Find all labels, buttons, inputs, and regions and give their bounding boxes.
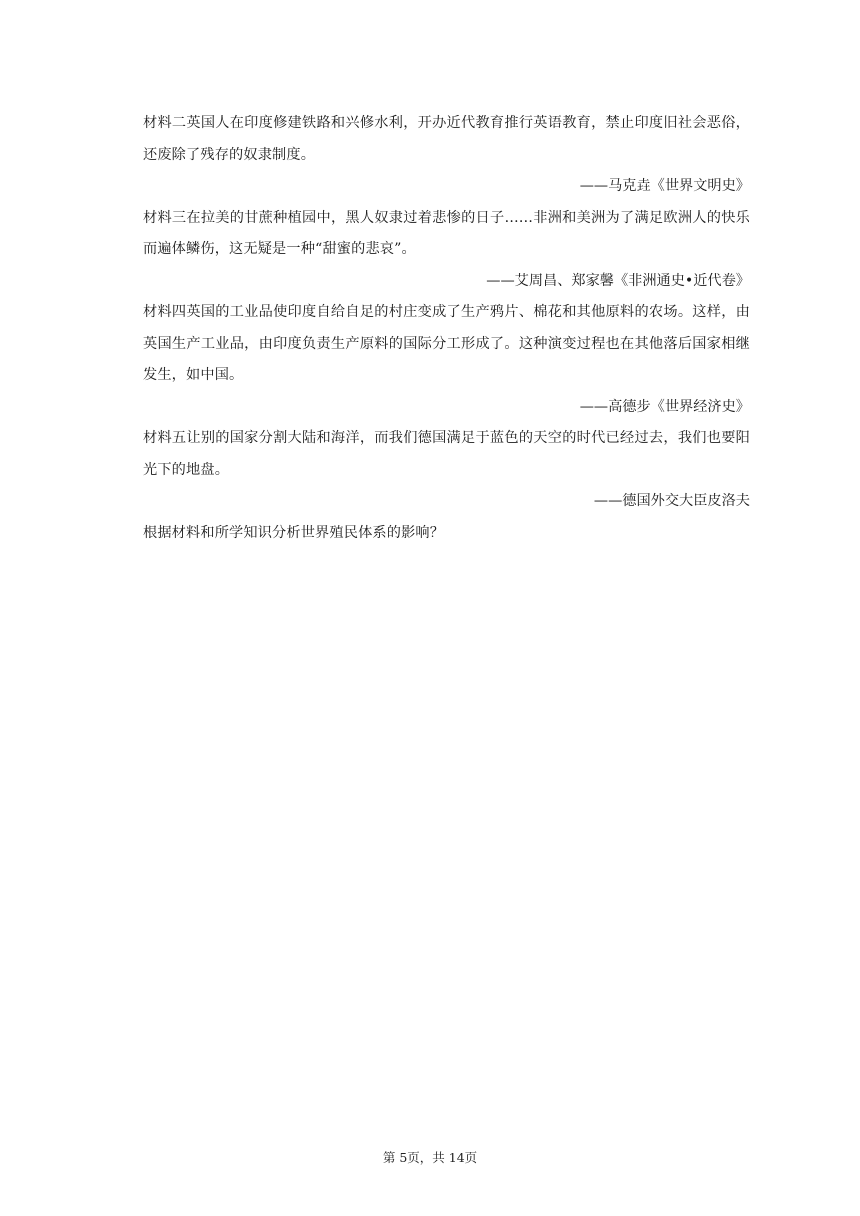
material-3-source: ——艾周昌、郑家馨《非洲通史•近代卷》	[486, 272, 750, 289]
material-3-text: 材料三在拉美的甘蔗种植园中，黑人奴隶过着悲惨的日子……非洲和美洲为了满足欧洲人的快乐而遍体鳞伤，这无疑是一种“甜蜜的悲哀”。	[143, 209, 750, 257]
material-4-text: 材料四英国的工业品使印度自给自足的村庄变成了生产鸦片、棉花和其他原料的农场。这样，由英国生产工业品，由印度负责生产原料的国际分工形成了。这种演变过程也在其他落后国家相继发生，如中国。	[143, 304, 750, 383]
material-4-source: ——高德步《世界经济史》	[579, 398, 750, 415]
page-footer: 第 5页，共 14页	[382, 1150, 478, 1165]
material-5-source: ——德国外交大臣皮洛夫	[593, 493, 750, 509]
material-2-source: ——马克垚《世界文明史》	[579, 178, 750, 194]
document-body	[143, 108, 750, 549]
material-2-text: 材料二英国人在印度修建铁路和兴修水利，开办近代教育推行英语教育，禁止印度旧社会恶俗，还废除了残存的奴隶制度。	[143, 115, 750, 163]
material-5-text: 材料五让别的国家分割大陆和海洋，而我们德国满足于蓝色的天空的时代已经过去，我们也要阳光下的地盘。	[143, 430, 750, 478]
question-text: 根据材料和所学知识分析世界殖民体系的影响？	[143, 524, 445, 541]
